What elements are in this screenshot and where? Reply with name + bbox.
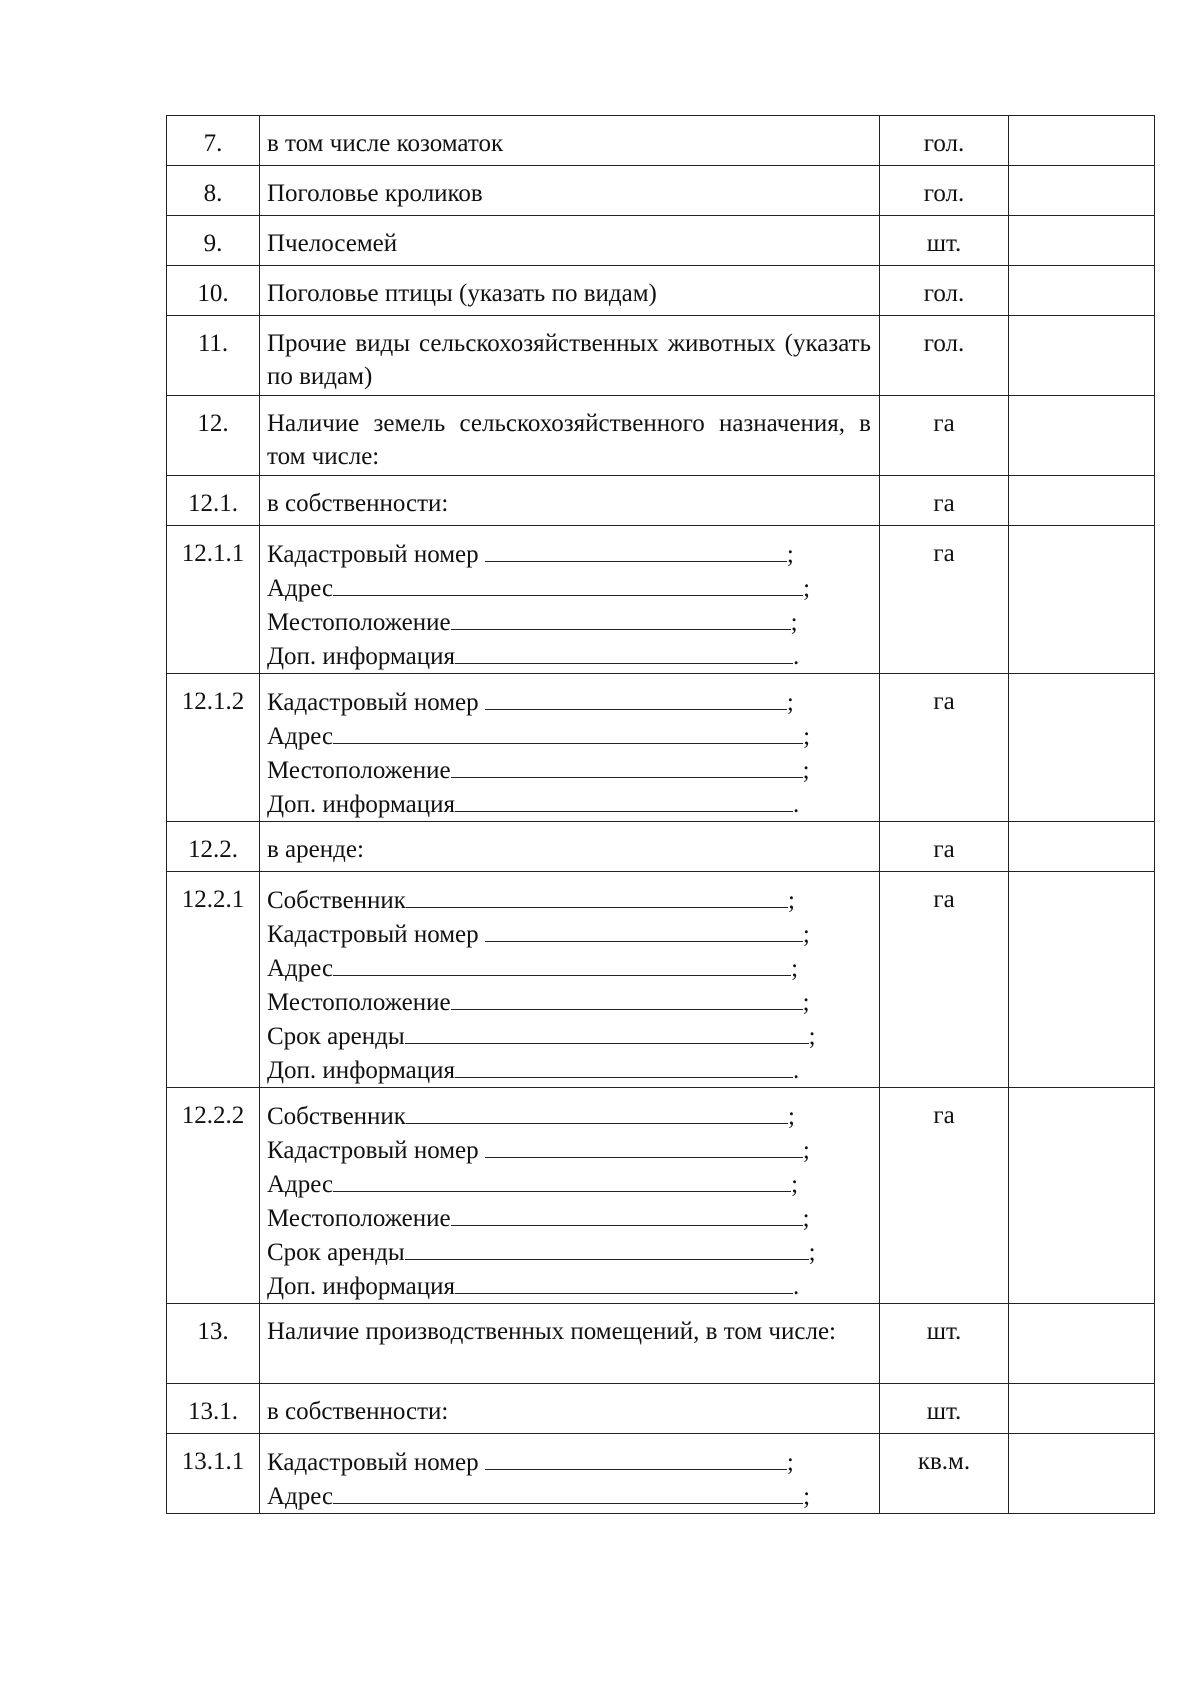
table-row	[167, 1434, 1155, 1514]
field-terminator: ;	[791, 1171, 799, 1198]
field-terminator: ;	[802, 757, 810, 784]
table-row	[167, 674, 1155, 822]
field-label: Адрес	[267, 723, 334, 750]
row-description: в том числе козоматок	[260, 116, 880, 166]
row-unit: га	[880, 822, 1009, 872]
field-label: Кадастровый номер	[267, 541, 485, 568]
field-terminator: ;	[803, 1483, 811, 1510]
document-page	[166, 115, 1154, 1514]
blank-underline[interactable]	[333, 719, 803, 744]
row-unit: га	[880, 396, 1009, 476]
row-unit: га	[880, 674, 1009, 822]
fill-in-field[interactable]	[267, 1201, 871, 1235]
row-unit: гол.	[880, 266, 1009, 316]
row-description: Наличие земель сельскохозяйственного назначения, в том числе:	[260, 396, 880, 476]
field-terminator: .	[793, 1273, 800, 1300]
row-description: в аренде:	[260, 822, 880, 872]
field-terminator: ;	[790, 609, 798, 636]
field-label: Адрес	[267, 575, 334, 602]
blank-underline[interactable]	[451, 1201, 803, 1226]
row-description: Поголовье кроликов	[260, 166, 880, 216]
row-unit: га	[880, 1088, 1009, 1304]
field-label: Адрес	[267, 955, 334, 982]
table-row	[167, 116, 1155, 166]
row-number: 10.	[167, 266, 260, 316]
row-value-cell[interactable]	[1009, 1088, 1155, 1304]
field-label: Кадастровый номер	[267, 1137, 485, 1164]
blank-underline[interactable]	[455, 787, 793, 812]
field-label: Местоположение	[267, 609, 451, 636]
livestock-land-table	[166, 115, 1155, 1514]
field-terminator: ;	[786, 1449, 794, 1476]
row-number: 13.	[167, 1304, 260, 1384]
fill-in-field[interactable]	[267, 1269, 871, 1303]
field-label: Местоположение	[267, 757, 451, 784]
fill-in-field[interactable]	[267, 753, 871, 787]
blank-underline[interactable]	[451, 985, 803, 1010]
table-row	[167, 266, 1155, 316]
row-description	[260, 674, 880, 822]
row-number: 7.	[167, 116, 260, 166]
row-value-cell[interactable]	[1009, 216, 1155, 266]
field-terminator: ;	[808, 1023, 816, 1050]
fill-in-field[interactable]	[267, 1167, 871, 1201]
blank-underline[interactable]	[333, 571, 803, 596]
row-number: 9.	[167, 216, 260, 266]
row-value-cell[interactable]	[1009, 116, 1155, 166]
table-row	[167, 396, 1155, 476]
fill-in-field[interactable]	[267, 1235, 871, 1269]
fill-in-field[interactable]	[267, 605, 871, 639]
blank-underline[interactable]	[451, 753, 803, 778]
field-terminator: .	[793, 1057, 800, 1084]
row-description	[260, 1088, 880, 1304]
field-terminator: .	[793, 643, 800, 670]
fill-in-field[interactable]	[267, 985, 871, 1019]
row-description	[260, 872, 880, 1088]
row-description	[260, 526, 880, 674]
fill-in-field[interactable]	[267, 719, 871, 753]
blank-underline[interactable]	[455, 1269, 793, 1294]
row-unit: шт.	[880, 216, 1009, 266]
table-row	[167, 476, 1155, 526]
field-label: Адрес	[267, 1171, 334, 1198]
row-value-cell[interactable]	[1009, 526, 1155, 674]
fill-in-field[interactable]	[267, 571, 871, 605]
field-label: Собственник	[267, 1103, 406, 1130]
table-row	[167, 872, 1155, 1088]
field-label: Кадастровый номер	[267, 1449, 485, 1476]
row-unit: га	[880, 526, 1009, 674]
fill-in-field[interactable]	[267, 1053, 871, 1087]
field-terminator: ;	[802, 1205, 810, 1232]
row-number: 12.1.1	[167, 526, 260, 674]
field-label: Доп. информация	[267, 1273, 456, 1300]
row-number: 12.1.2	[167, 674, 260, 822]
blank-underline[interactable]	[485, 537, 787, 562]
fill-in-field[interactable]	[267, 951, 871, 985]
row-description: Наличие производственных помещений, в том числе:	[260, 1304, 880, 1384]
table-row	[167, 1384, 1155, 1434]
row-value-cell[interactable]	[1009, 396, 1155, 476]
field-label: Кадастровый номер	[267, 921, 485, 948]
field-label: Местоположение	[267, 1205, 451, 1232]
row-unit: гол.	[880, 116, 1009, 166]
row-value-cell[interactable]	[1009, 822, 1155, 872]
fill-in-field[interactable]	[267, 1019, 871, 1053]
blank-underline[interactable]	[455, 1053, 793, 1078]
row-number: 8.	[167, 166, 260, 216]
row-unit: гол.	[880, 316, 1009, 396]
field-label: Кадастровый номер	[267, 689, 485, 716]
field-label: Доп. информация	[267, 1057, 456, 1084]
field-label: Местоположение	[267, 989, 451, 1016]
table-row	[167, 316, 1155, 396]
row-description: в собственности:	[260, 476, 880, 526]
row-number: 12.2.	[167, 822, 260, 872]
row-unit: га	[880, 872, 1009, 1088]
blank-underline[interactable]	[451, 605, 791, 630]
row-number: 12.2.2	[167, 1088, 260, 1304]
blank-underline[interactable]	[485, 917, 803, 942]
field-terminator: ;	[787, 1103, 795, 1130]
blank-underline[interactable]	[333, 1167, 791, 1192]
blank-underline[interactable]	[485, 685, 787, 710]
field-label: Срок аренды	[267, 1023, 405, 1050]
row-value-cell[interactable]	[1009, 266, 1155, 316]
blank-underline[interactable]	[405, 1235, 809, 1260]
field-terminator: ;	[802, 921, 810, 948]
fill-in-field[interactable]	[267, 1445, 871, 1479]
table-row	[167, 216, 1155, 266]
field-terminator: ;	[803, 575, 811, 602]
fill-in-field[interactable]	[267, 917, 871, 951]
row-value-cell[interactable]	[1009, 1384, 1155, 1434]
table-body	[167, 116, 1155, 1514]
blank-underline[interactable]	[485, 1133, 803, 1158]
field-terminator: ;	[802, 989, 810, 1016]
row-unit: шт.	[880, 1304, 1009, 1384]
blank-underline[interactable]	[406, 883, 788, 908]
row-description: Пчелосемей	[260, 216, 880, 266]
row-number: 12.1.	[167, 476, 260, 526]
field-label: Доп. информация	[267, 791, 456, 818]
field-terminator: ;	[786, 541, 794, 568]
row-number: 13.1.1	[167, 1434, 260, 1514]
row-number: 12.	[167, 396, 260, 476]
fill-in-field[interactable]	[267, 883, 871, 917]
table-row	[167, 166, 1155, 216]
blank-underline[interactable]	[455, 639, 793, 664]
table-row	[167, 1088, 1155, 1304]
row-value-cell[interactable]	[1009, 1434, 1155, 1514]
field-label: Адрес	[267, 1483, 334, 1510]
table-row	[167, 1304, 1155, 1384]
fill-in-field[interactable]	[267, 685, 871, 719]
blank-underline[interactable]	[485, 1445, 787, 1470]
row-value-cell[interactable]	[1009, 674, 1155, 822]
fill-in-field[interactable]	[267, 787, 871, 821]
row-value-cell[interactable]	[1009, 872, 1155, 1088]
fill-in-field[interactable]	[267, 1133, 871, 1167]
field-terminator: ;	[787, 887, 795, 914]
blank-underline[interactable]	[406, 1099, 788, 1124]
field-terminator: .	[793, 791, 800, 818]
row-value-cell[interactable]	[1009, 316, 1155, 396]
fill-in-field[interactable]	[267, 1479, 871, 1513]
row-unit: кв.м.	[880, 1434, 1009, 1514]
fill-in-field[interactable]	[267, 1099, 871, 1133]
blank-underline[interactable]	[333, 951, 791, 976]
row-unit: га	[880, 476, 1009, 526]
row-unit: гол.	[880, 166, 1009, 216]
table-row	[167, 822, 1155, 872]
field-label: Срок аренды	[267, 1239, 405, 1266]
row-description	[260, 1434, 880, 1514]
field-terminator: ;	[786, 689, 794, 716]
blank-underline[interactable]	[405, 1019, 809, 1044]
row-number: 13.1.	[167, 1384, 260, 1434]
row-value-cell[interactable]	[1009, 166, 1155, 216]
field-terminator: ;	[808, 1239, 816, 1266]
fill-in-field[interactable]	[267, 639, 871, 673]
field-terminator: ;	[803, 723, 811, 750]
blank-underline[interactable]	[333, 1479, 803, 1504]
row-value-cell[interactable]	[1009, 476, 1155, 526]
row-unit: шт.	[880, 1384, 1009, 1434]
row-description: Поголовье птицы (указать по видам)	[260, 266, 880, 316]
field-label: Доп. информация	[267, 643, 456, 670]
field-label: Собственник	[267, 887, 406, 914]
field-terminator: ;	[802, 1137, 810, 1164]
row-description: в собственности:	[260, 1384, 880, 1434]
row-description: Прочие виды сельскохозяйственных животных (указать по видам)	[260, 316, 880, 396]
field-terminator: ;	[791, 955, 799, 982]
table-row	[167, 526, 1155, 674]
row-value-cell[interactable]	[1009, 1304, 1155, 1384]
fill-in-field[interactable]	[267, 537, 871, 571]
row-number: 12.2.1	[167, 872, 260, 1088]
row-number: 11.	[167, 316, 260, 396]
